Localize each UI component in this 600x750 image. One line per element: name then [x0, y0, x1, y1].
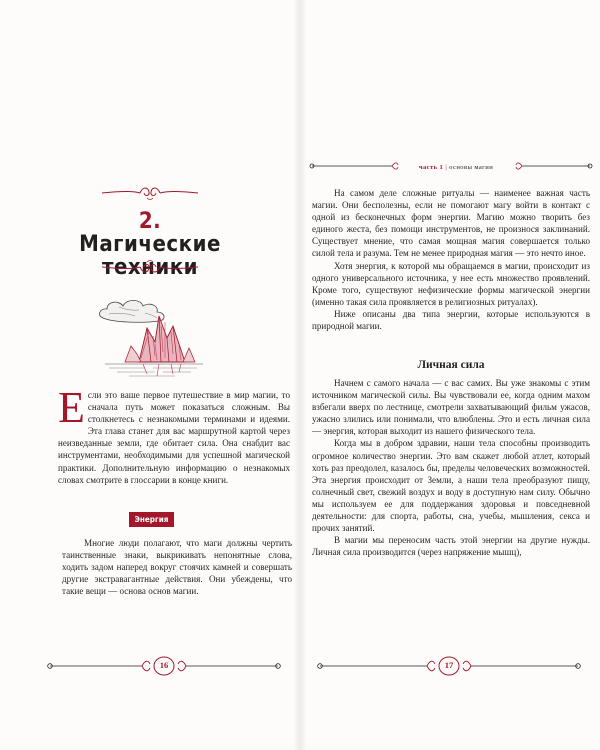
running-head-part: часть 1	[418, 164, 444, 171]
energy-text: Многие люди полагают, что маги должны чертить таинственные знаки, выкрикивать непонятные слова, ходить задом наперед вокруг стоячих камней и совершать другие экстравагантные действия. Они убеждены, что такие вещи — основа основ магии.	[62, 538, 292, 597]
paragraph: В магии мы переносим часть этой энергии на другие нужды. Личная сила производится (через напряжение мышц),	[312, 535, 590, 558]
paragraph: Хотя энергия, к которой мы обращаемся в магии, происходит из одного универсального источника, у нее есть множество проявлений. Кроме того, существуют нефизические формы магической энергии (именно такая сила проявляется в религиозных ритуалах).	[312, 260, 590, 307]
energy-badge: Энергия	[129, 512, 174, 527]
page-number-right: 17	[444, 660, 454, 670]
paragraph: Ниже описаны два типа энергии, которые используются в природной магии.	[312, 308, 590, 332]
page-number-left: 16	[159, 660, 169, 670]
intro-paragraph	[58, 383, 290, 486]
intro-text: сли это ваше первое путешествие в мир магии, то сначала путь может показаться сложным. Вы столкнетесь с незнакомыми терминами и идеями. Эта глава станет для вас маршрутной картой через неизведанные земли, где обитает сила. Она снабдит вас инструментами, необходимыми для успешной магической практики. Дополнительную информацию о незнакомых словах смотрите в глоссарии в конце книги.	[58, 390, 290, 485]
title-ornament-bottom	[100, 258, 200, 276]
paragraph: Начнем с самого начала — с вас самих. Вы уже знакомы с этим источником магической силы. Вы чувствовали ее, когда одним махом взбегали вверх по лестнице, смотрели захватывающий фильм ужасов, ужасно злились или понимали, что влюблены. Это и есть личная сила — энергия, которая выходит из нашего физического тела.	[312, 378, 590, 437]
energy-paragraph	[62, 537, 292, 597]
chapter-number: 2.	[138, 209, 162, 234]
book-gutter-shadow	[293, 0, 307, 750]
right-page	[300, 0, 600, 750]
paragraph: На самом деле сложные ритуалы — наименее важная часть магии. Они бесполезны, если не помогают магу войти в контакт с одной из бесконечных форм энергии. Магию можно творить без единого жеста, без помощи инструментов, не произнося заклинаний. Существует мнение, что самая мощная магия совершается только силой тела и разума. Тем не менее природная магия — это нечто иное.	[312, 188, 590, 259]
chapter-title-line-2: техники	[101, 255, 198, 280]
intro-paragraphs	[312, 187, 590, 332]
paragraph: Когда мы в добром здравии, наши тела способны производить огромное количество энергии. Это вам скажет любой атлет, который хоть раз преодолел, казалось бы, пределы человеческих возможностей. Эта энергия происходит от Земли, а наши тела преобразуют пищу, солнечный свет, свежий воздух и воду в доступную нам силу. Обычно мы используем ее для поддержания здоровья и повседневной деятельности: для спорта, работы, сна, учебы, мышления, секса и прочих занятий.	[312, 438, 590, 534]
chapter-title-line-1: Магические	[79, 232, 221, 257]
running-head-title: основы магии	[449, 164, 494, 171]
running-head: часть 1 | основы магии	[418, 164, 494, 171]
drop-cap: Е	[58, 383, 85, 432]
title-ornament-top	[100, 184, 200, 202]
section-heading: Личная сила	[417, 359, 485, 371]
crystal-rocks-illustration	[95, 292, 210, 377]
section-paragraphs	[312, 377, 590, 558]
